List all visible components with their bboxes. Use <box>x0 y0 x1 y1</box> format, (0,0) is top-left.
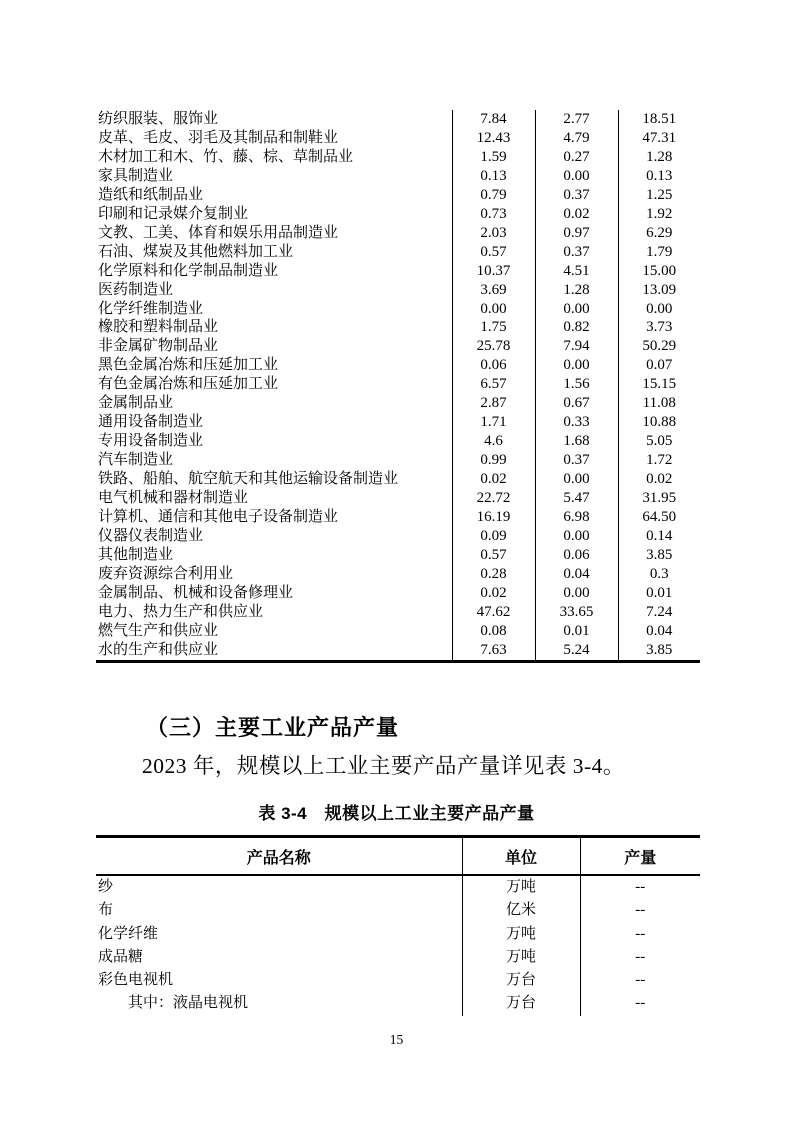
table-cell: 47.62 <box>452 603 535 622</box>
table-cell: 0.02 <box>535 205 618 224</box>
table-cell: 其他制造业 <box>98 546 174 563</box>
table-cell: 0.00 <box>535 356 618 375</box>
table-row <box>96 622 700 641</box>
table-cell: 0.06 <box>452 356 535 375</box>
table-row <box>96 394 700 413</box>
table-cell: 化学纤维 <box>98 925 159 942</box>
table-cell: 皮革、毛皮、羽毛及其制品和制鞋业 <box>98 129 339 146</box>
table-cell: -- <box>580 923 700 946</box>
product-table-header <box>96 837 700 876</box>
table-cell: 15.00 <box>618 262 700 281</box>
industry-statistics-table <box>96 110 700 663</box>
table-cell: 3.85 <box>618 546 700 565</box>
table-header-row <box>96 837 700 876</box>
table-cell: 化学原料和化学制品制造业 <box>98 262 279 279</box>
column-header-unit: 单位 <box>462 837 580 876</box>
table-row <box>96 262 700 281</box>
table-cell: 万台 <box>462 992 580 1015</box>
table-cell: 10.88 <box>618 413 700 432</box>
table-cell: 7.94 <box>535 337 618 356</box>
table-cell: 0.57 <box>452 546 535 565</box>
table-cell: 黑色金属冶炼和压延加工业 <box>98 357 279 374</box>
table-cell: 1.59 <box>452 148 535 167</box>
table-cell: 1.28 <box>535 281 618 300</box>
table-row <box>96 992 700 1015</box>
table-cell: 1.28 <box>618 148 700 167</box>
table-row <box>96 565 700 584</box>
table-cell: 彩色电视机 <box>98 972 174 989</box>
table-cell: 2.03 <box>452 224 535 243</box>
table-cell: 4.51 <box>535 262 618 281</box>
table-cell: 10.37 <box>452 262 535 281</box>
table-cell: 0.28 <box>452 565 535 584</box>
table-cell: 万吨 <box>462 875 580 899</box>
table-cell: 0.13 <box>452 167 535 186</box>
table-cell: 5.47 <box>535 489 618 508</box>
table-cell: 33.65 <box>535 603 618 622</box>
table-row <box>96 243 700 262</box>
table-row <box>96 875 700 899</box>
industry-table-body <box>96 110 700 661</box>
table-cell: 6.57 <box>452 375 535 394</box>
table-cell: 1.56 <box>535 375 618 394</box>
table-cell: 专用设备制造业 <box>98 433 204 450</box>
table-row <box>96 923 700 946</box>
table-cell: -- <box>580 992 700 1015</box>
table-cell: 1.68 <box>535 432 618 451</box>
table-row <box>96 337 700 356</box>
table-cell: 0.14 <box>618 527 700 546</box>
table-cell: 64.50 <box>618 508 700 527</box>
table-cell: 0.57 <box>452 243 535 262</box>
table-cell: 0.01 <box>618 584 700 603</box>
table-row <box>96 110 700 129</box>
table-cell: 0.79 <box>452 186 535 205</box>
table-cell: 石油、煤炭及其他燃料加工业 <box>98 243 294 260</box>
table-cell: 计算机、通信和其他电子设备制造业 <box>98 509 339 526</box>
table-cell: -- <box>580 969 700 992</box>
table-cell: 2.87 <box>452 394 535 413</box>
table-cell: 0.06 <box>535 546 618 565</box>
table-cell: 0.33 <box>535 413 618 432</box>
table-row <box>96 969 700 992</box>
table-cell: 7.84 <box>452 110 535 129</box>
table-cell: 橡胶和塑料制品业 <box>98 319 219 336</box>
table-cell: 铁路、船舶、航空航天和其他运输设备制造业 <box>98 471 399 488</box>
table-row <box>96 356 700 375</box>
table-cell: 3.85 <box>618 641 700 661</box>
table-cell: 0.99 <box>452 451 535 470</box>
table-cell: 6.98 <box>535 508 618 527</box>
table-cell: 1.72 <box>618 451 700 470</box>
table-cell: 0.02 <box>618 470 700 489</box>
product-table-body <box>96 875 700 1016</box>
page-number: 15 <box>389 1032 404 1047</box>
table-cell: 造纸和纸制品业 <box>98 186 204 203</box>
table-cell: 7.24 <box>618 603 700 622</box>
table-cell: 47.31 <box>618 129 700 148</box>
table-row <box>96 224 700 243</box>
table-cell: 18.51 <box>618 110 700 129</box>
table-cell: 7.63 <box>452 641 535 661</box>
table-cell: 废弃资源综合利用业 <box>98 565 234 582</box>
table-row <box>96 167 700 186</box>
table-row <box>96 489 700 508</box>
table-cell: 金属制品、机械和设备修理业 <box>98 584 294 601</box>
table-row <box>96 470 700 489</box>
table-cell: 4.79 <box>535 129 618 148</box>
table-cell: 0.04 <box>618 622 700 641</box>
table-cell: 12.43 <box>452 129 535 148</box>
table-cell: 亿米 <box>462 899 580 922</box>
table-cell: 0.00 <box>535 167 618 186</box>
table-row <box>96 129 700 148</box>
table-cell: 燃气生产和供应业 <box>98 622 219 639</box>
table-row <box>96 186 700 205</box>
table-row <box>96 318 700 337</box>
table-cell: 0.13 <box>618 167 700 186</box>
table-cell: 11.08 <box>618 394 700 413</box>
table-row <box>96 584 700 603</box>
table-cell: 电气机械和器材制造业 <box>98 490 249 507</box>
table-cell: -- <box>580 946 700 969</box>
table-row <box>96 546 700 565</box>
table-cell: 0.02 <box>452 470 535 489</box>
table-row <box>96 148 700 167</box>
table-cell: 家具制造业 <box>98 167 174 184</box>
table-cell: 50.29 <box>618 337 700 356</box>
table-cell: 布 <box>98 902 114 919</box>
table-cell: 0.37 <box>535 243 618 262</box>
table-row <box>96 603 700 622</box>
table-cell: 0.97 <box>535 224 618 243</box>
table-caption: 表 3-4 规模以上工业主要产品产量 <box>258 804 535 823</box>
column-header-product-name: 产品名称 <box>96 837 462 876</box>
table-cell: 1.92 <box>618 205 700 224</box>
table-cell: 万台 <box>462 969 580 992</box>
table-cell: -- <box>580 875 700 899</box>
table-cell: 金属制品业 <box>98 395 174 412</box>
table-cell: 万吨 <box>462 946 580 969</box>
table-cell: 0.27 <box>535 148 618 167</box>
table-cell: 木材加工和木、竹、藤、棕、草制品业 <box>98 148 354 165</box>
table-cell: 0.00 <box>535 470 618 489</box>
table-cell: 31.95 <box>618 489 700 508</box>
section-heading: （三）主要工业产品产量 <box>146 715 400 740</box>
table-cell: -- <box>580 899 700 922</box>
table-cell: 仪器仪表制造业 <box>98 527 204 544</box>
table-cell: 0.82 <box>535 318 618 337</box>
table-cell: 医药制造业 <box>98 281 174 298</box>
table-cell: 0.09 <box>452 527 535 546</box>
table-cell: 0.67 <box>535 394 618 413</box>
table-row <box>96 300 700 319</box>
table-cell: 其中：液晶电视机 <box>98 995 249 1012</box>
table-cell: 1.25 <box>618 186 700 205</box>
table-cell: 0.00 <box>535 527 618 546</box>
table-row <box>96 899 700 922</box>
table-cell: 0.00 <box>535 584 618 603</box>
table-cell: 3.73 <box>618 318 700 337</box>
table-cell: 5.24 <box>535 641 618 661</box>
table-cell: 0.02 <box>452 584 535 603</box>
table-cell: 0.3 <box>618 565 700 584</box>
table-cell: 15.15 <box>618 375 700 394</box>
table-cell: 0.01 <box>535 622 618 641</box>
table-row <box>96 432 700 451</box>
table-cell: 22.72 <box>452 489 535 508</box>
table-row <box>96 527 700 546</box>
table-cell: 25.78 <box>452 337 535 356</box>
table-cell: 水的生产和供应业 <box>98 641 219 658</box>
table-cell: 1.75 <box>452 318 535 337</box>
table-cell: 0.73 <box>452 205 535 224</box>
table-row <box>96 451 700 470</box>
table-cell: 文教、工美、体育和娱乐用品制造业 <box>98 224 339 241</box>
product-output-table <box>96 835 700 1016</box>
table-cell: 0.37 <box>535 451 618 470</box>
table-row <box>96 413 700 432</box>
table-cell: 0.00 <box>535 300 618 319</box>
table-cell: 化学纤维制造业 <box>98 300 204 317</box>
table-cell: 0.00 <box>618 300 700 319</box>
table-row <box>96 508 700 527</box>
table-cell: 6.29 <box>618 224 700 243</box>
body-paragraph: 2023 年，规模以上工业主要产品产量详见表 3-4。 <box>142 754 625 778</box>
table-cell: 汽车制造业 <box>98 452 174 469</box>
table-cell: 纺织服装、服饰业 <box>98 111 219 127</box>
table-cell: 4.6 <box>452 432 535 451</box>
table-row <box>96 205 700 224</box>
table-row <box>96 946 700 969</box>
table-cell: 通用设备制造业 <box>98 414 204 431</box>
table-cell: 1.79 <box>618 243 700 262</box>
table-cell: 16.19 <box>452 508 535 527</box>
table-cell: 非金属矿物制品业 <box>98 338 219 355</box>
table-cell: 0.04 <box>535 565 618 584</box>
table-cell: 1.71 <box>452 413 535 432</box>
table-cell: 13.09 <box>618 281 700 300</box>
table-cell: 3.69 <box>452 281 535 300</box>
table-row <box>96 641 700 661</box>
table-cell: 0.37 <box>535 186 618 205</box>
table-cell: 成品糖 <box>98 948 144 965</box>
table-cell: 0.08 <box>452 622 535 641</box>
table-cell: 纱 <box>98 879 114 895</box>
table-row <box>96 375 700 394</box>
table-cell: 0.00 <box>452 300 535 319</box>
table-cell: 万吨 <box>462 923 580 946</box>
table-cell: 0.07 <box>618 356 700 375</box>
table-cell: 印刷和记录媒介复制业 <box>98 205 249 222</box>
table-cell: 电力、热力生产和供应业 <box>98 603 264 620</box>
table-cell: 5.05 <box>618 432 700 451</box>
table-cell: 有色金属冶炼和压延加工业 <box>98 376 279 393</box>
table-row <box>96 281 700 300</box>
table-cell: 2.77 <box>535 110 618 129</box>
column-header-output: 产量 <box>580 837 700 876</box>
